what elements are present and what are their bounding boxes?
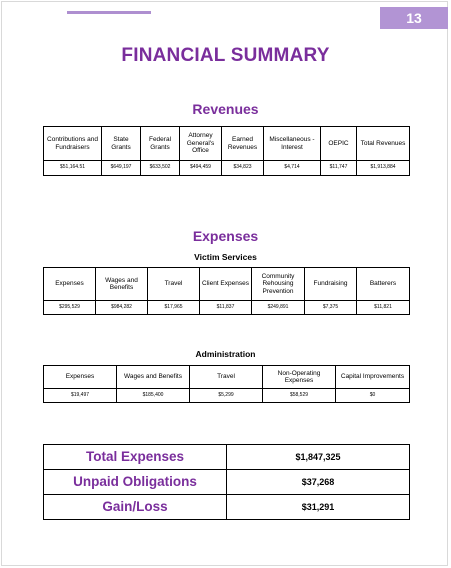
header-accent-bar	[67, 11, 151, 14]
revenues-header-cell: Contributions and Fundraisers	[44, 127, 102, 161]
victim-services-header-cell: Wages and Benefits	[96, 268, 148, 301]
revenues-value-cell: $494,459	[180, 161, 222, 176]
revenues-header-cell: Attorney General's Office	[180, 127, 222, 161]
summary-row-total-expenses	[44, 445, 410, 470]
summary-label: Unpaid Obligations	[44, 470, 227, 495]
administration-header-cell: Travel	[190, 366, 263, 389]
victim-services-header-cell: Batterers	[357, 268, 410, 301]
administration-value-cell: $5,299	[190, 389, 263, 403]
summary-label: Gain/Loss	[44, 495, 227, 520]
administration-value-row	[44, 389, 410, 403]
victim-services-value-cell: $17,965	[148, 301, 200, 315]
revenues-value-cell: $51,164.51	[44, 161, 102, 176]
revenues-header-row	[44, 127, 410, 161]
victim-services-heading: Victim Services	[194, 252, 257, 262]
summary-value: $31,291	[227, 495, 410, 520]
revenues-value-row	[44, 161, 410, 176]
revenues-header-cell: OEPIC	[321, 127, 357, 161]
victim-services-value-cell: $7,375	[305, 301, 357, 315]
administration-value-cell: $58,529	[263, 389, 336, 403]
administration-value-cell: $185,400	[117, 389, 190, 403]
victim-services-value-cell: $295,529	[44, 301, 96, 315]
summary-table	[43, 444, 410, 520]
victim-services-header-cell: Fundraising	[305, 268, 357, 301]
victim-services-value-cell: $11,837	[200, 301, 252, 315]
victim-services-value-cell: $11,821	[357, 301, 410, 315]
summary-label: Total Expenses	[44, 445, 227, 470]
revenues-value-cell: $4,714	[264, 161, 321, 176]
victim-services-header-cell: Community Rehousing Prevention	[252, 268, 305, 301]
summary-row-unpaid-obligations	[44, 470, 410, 495]
summary-row-gain-loss	[44, 495, 410, 520]
page-title: FINANCIAL SUMMARY	[121, 45, 330, 66]
administration-value-cell: $0	[336, 389, 410, 403]
revenues-value-cell: $34,823	[222, 161, 264, 176]
victim-services-header-cell: Travel	[148, 268, 200, 301]
administration-value-cell: $19,497	[44, 389, 117, 403]
administration-header-row	[44, 366, 410, 389]
revenues-header-cell: State Grants	[102, 127, 141, 161]
summary-value: $37,268	[227, 470, 410, 495]
summary-value: $1,847,325	[227, 445, 410, 470]
revenues-header-cell: Miscellaneous - Interest	[264, 127, 321, 161]
administration-header-cell: Non-Operating Expenses	[263, 366, 336, 389]
page-number-badge: 13	[380, 7, 448, 29]
victim-services-header-row	[44, 268, 410, 301]
revenues-header-cell: Total Revenues	[357, 127, 410, 161]
revenues-heading: Revenues	[192, 101, 259, 117]
administration-header-cell: Expenses	[44, 366, 117, 389]
victim-services-value-cell: $984,282	[96, 301, 148, 315]
revenues-value-cell: $1,913,884	[357, 161, 410, 176]
victim-services-value-row	[44, 301, 410, 315]
revenues-header-cell: Earned Revenues	[222, 127, 264, 161]
revenues-value-cell: $633,502	[141, 161, 180, 176]
victim-services-header-cell: Client Expenses	[200, 268, 252, 301]
revenues-header-cell: Federal Grants	[141, 127, 180, 161]
victim-services-value-cell: $249,891	[252, 301, 305, 315]
expenses-heading: Expenses	[192, 228, 259, 244]
administration-table	[43, 365, 410, 403]
administration-header-cell: Wages and Benefits	[117, 366, 190, 389]
revenues-value-cell: $11,747	[321, 161, 357, 176]
revenues-table	[43, 126, 410, 176]
victim-services-header-cell: Expenses	[44, 268, 96, 301]
administration-header-cell: Capital Improvements	[336, 366, 410, 389]
revenues-value-cell: $649,197	[102, 161, 141, 176]
victim-services-table	[43, 267, 410, 315]
administration-heading: Administration	[195, 349, 256, 359]
